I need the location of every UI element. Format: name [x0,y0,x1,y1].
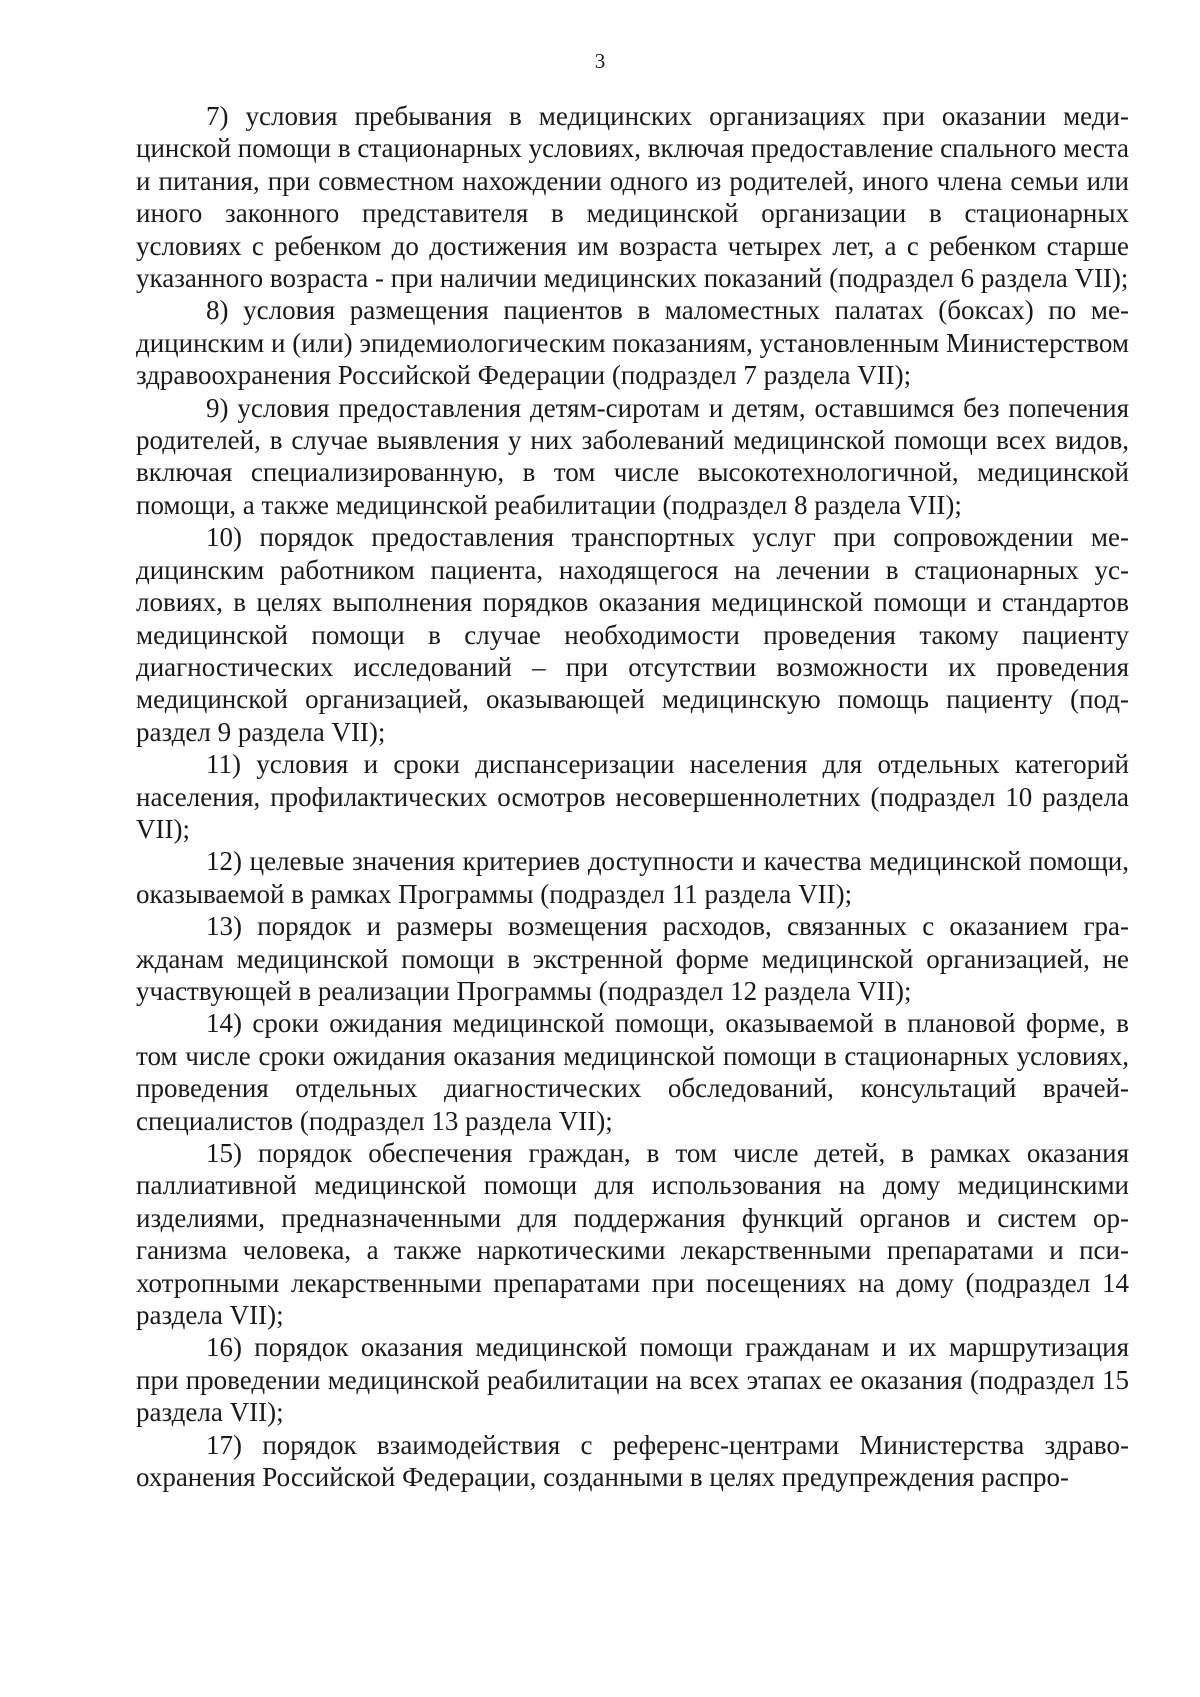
body-text [136,100,1129,1493]
paragraph-item-9: 9) условия предоставления детям-сиротам и детям, оставшимся без попечения родителей, в случае выявления у них заболеваний медицинской помощи всех видов, включая специализированную, в том числе высокотехнологичной, медицинской помощи, а также медицинской реабилитации (подраздел 8 раздела VII); [136,392,1129,520]
paragraph-item-16: 16) порядок оказания медицинской помощи гражданам и их маршрутизация при проведении медицинской реабилитации на всех этапах ее оказания (подраздел 15 раздела VII); [136,1332,1129,1428]
paragraph-item-13: 13) порядок и размеры возмещения расходов, связанных с оказанием гражданам медицинской помощи в экстренной форме медицинской организацией, не участвующей в реализации Программы (подраздел 12 раздела VII); [136,911,1129,1006]
paragraph-item-11: 11) условия и сроки диспансеризации населения для отдельных категорий населения, профилактических осмотров несовершеннолетних (подраздел 10 раздела VII); [136,749,1129,844]
page-number: 3 [594,49,606,73]
paragraph-item-17: 17) порядок взаимодействия с референс-центрами Министерства здравоохранения Российской Федерации, созданными в целях предупреждения распро- [136,1429,1129,1493]
paragraph-item-12: 12) целевые значения критериев доступности и качества медицинской помощи, оказываемой в рамках Программы (подраздел 11 раздела VII); [136,846,1129,909]
paragraph-item-10: 10) порядок предоставления транспортных услуг при сопровождении медицинским работником пациента, находящегося на лечении в стационарных условиях, в целях выполнения порядков оказания медицинской помощи и стандартов медицинской помощи в случае необходимости проведения такому пациенту диагностических исследований – при отсутствии возможности их проведения медицинской организацией, оказывающей медицинскую помощь пациенту (подраздел 9 раздела VII); [136,522,1129,747]
paragraph-item-7: 7) условия пребывания в медицинских организациях при оказании медицинской помощи в стационарных условиях, включая предоставление спального места и питания, при совместном нахождении одного из родителей, иного члена семьи или иного законного представителя в медицинской организации в стационарных условиях с ребенком до достижения им возраста четырех лет, а с ребенком старше указанного возраста - при наличии медицинских показаний (подраздел 6 раздела VII); [136,101,1129,294]
paragraph-item-15: 15) порядок обеспечения граждан, в том числе детей, в рамках оказания паллиативной медицинской помощи для использования на дому медицинскими изделиями, предназначенными для поддержания функций органов и систем организма человека, а также наркотическими лекарственными препаратами и психотропными лекарственными препаратами при посещениях на дому (подраздел 14 раздела VII); [136,1138,1129,1331]
paragraph-item-8: 8) условия размещения пациентов в маломестных палатах (боксах) по медицинским и (или) эпидемиологическим показаниям, установленным Министерством здравоохранения Российской Федерации (подраздел 7 раздела VII); [136,295,1129,391]
paragraph-item-14: 14) сроки ожидания медицинской помощи, оказываемой в плановой форме, в том числе сроки ожидания оказания медицинской помощи в стационарных условиях, проведения отдельных диагностических обследований, консультаций врачей-специалистов (подраздел 13 раздела VII); [136,1008,1129,1136]
